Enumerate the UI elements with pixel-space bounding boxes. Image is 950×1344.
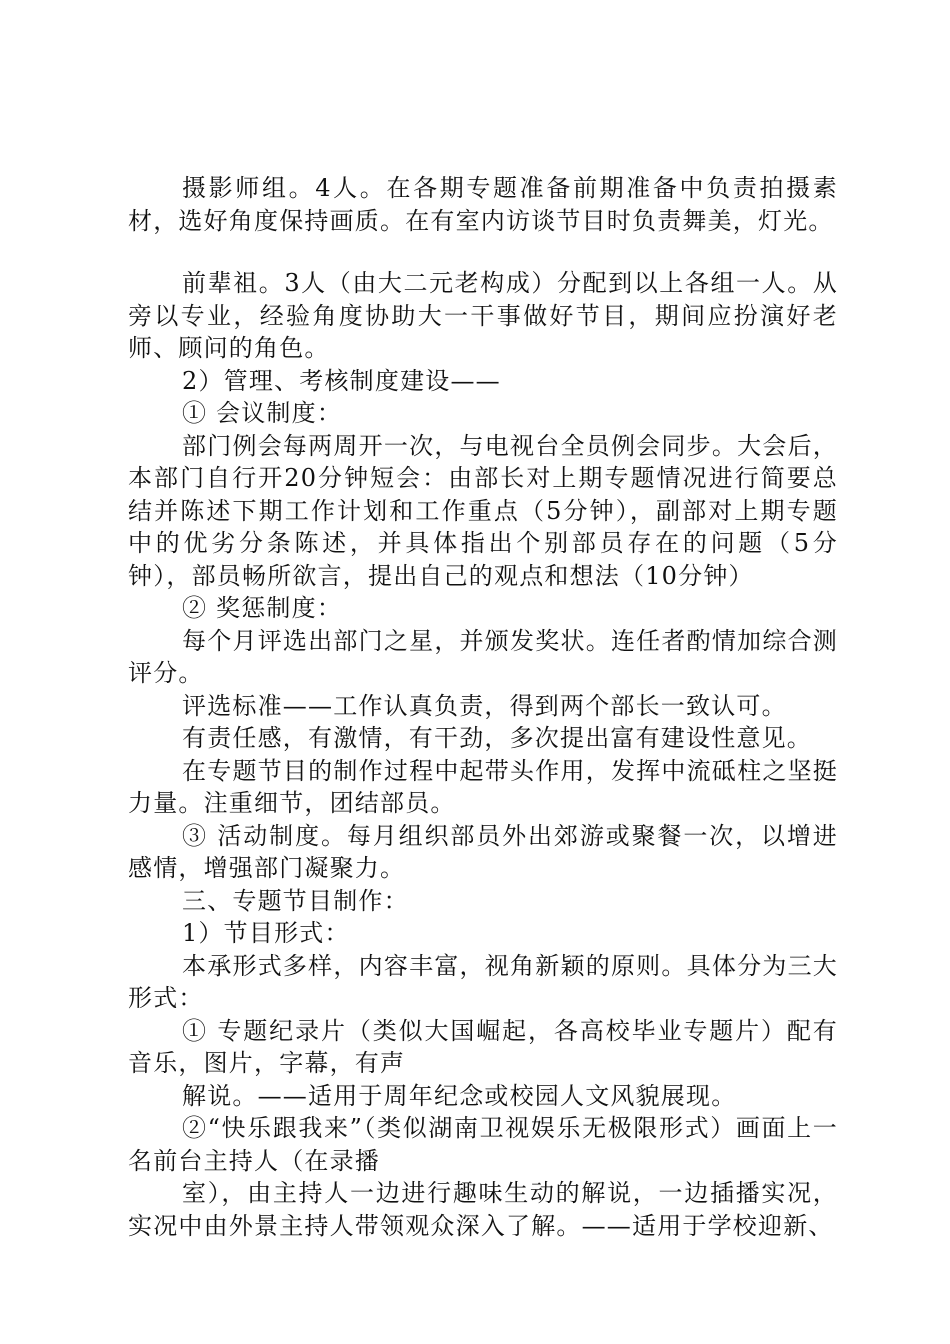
heading-program-production: 三、专题节目制作： [182,886,409,915]
paragraph-studio-host: 室），由主持人一边进行趣味生动的解说，一边插播实况，实况中由外景主持人带领观众深入了解。——适用于学校迎新、 [128,1179,838,1240]
paragraph-department-star: 每个月评选出部门之星，并颁发奖状。连任者酌情加综合测评分。 [128,626,838,687]
heading-management-system: 2）管理、考核制度建设—— [182,366,501,395]
paragraph-senior-members: 前辈祖。3人（由大二元老构成）分配到以上各组一人。从旁以专业，经验角度协助大一干事做好节目，期间应扮演好老师、顾问的角色。 [128,269,838,362]
heading-reward-system: ② 奖惩制度： [182,594,343,622]
paragraph-responsibility: 有责任感，有激情，有干劲，多次提出富有建设性意见。 [182,724,812,752]
paragraph-activity-system: ③ 活动制度。每月组织部员外出郊游或聚餐一次，以增进感情，增强部门凝聚力。 [128,821,838,882]
paragraph-format-principle: 本承形式多样，内容丰富，视角新颖的原则。具体分为三大形式： [128,951,838,1012]
paragraph-happy-follow-me: ②“快乐跟我来”（类似湖南卫视娱乐无极限形式）画面上一名前台主持人（在录播 [128,1114,838,1175]
paragraph-documentary: ① 专题纪录片（类似大国崛起，各高校毕业专题片）配有音乐，图片，字幕，有声 [128,1016,838,1077]
heading-meeting-system: ① 会议制度： [182,399,343,427]
paragraph-photographer-group: 摄影师组。4人。在各期专题准备前期准备中负责拍摄素材，选好角度保持画质。在有室内访谈节目时负责舞美，灯光。 [128,174,838,235]
paragraph-leading-role: 在专题节目的制作过程中起带头作用，发挥中流砥柱之坚挺力量。注重细节，团结部员。 [128,756,838,817]
heading-program-format: 1）节目形式： [182,919,350,947]
paragraph-meeting-details: 部门例会每两周开一次，与电视台全员例会同步。大会后，本部门自行开20分钟短会：由部长对上期专题情况进行简要总结并陈述下期工作计划和工作重点（5分钟），副部对上期专题中的优劣分条陈述，并具体指出个别部员存在的问题（5分钟），部员畅所欲言，提出自己的观点和想法（10分钟） [128,431,838,590]
paragraph-documentary-narration: 解说。——适用于周年纪念或校园人文风貌展现。 [182,1081,737,1110]
document-body [128,172,838,1242]
paragraph-criteria: 评选标准——工作认真负责，得到两个部长一致认可。 [182,691,787,720]
